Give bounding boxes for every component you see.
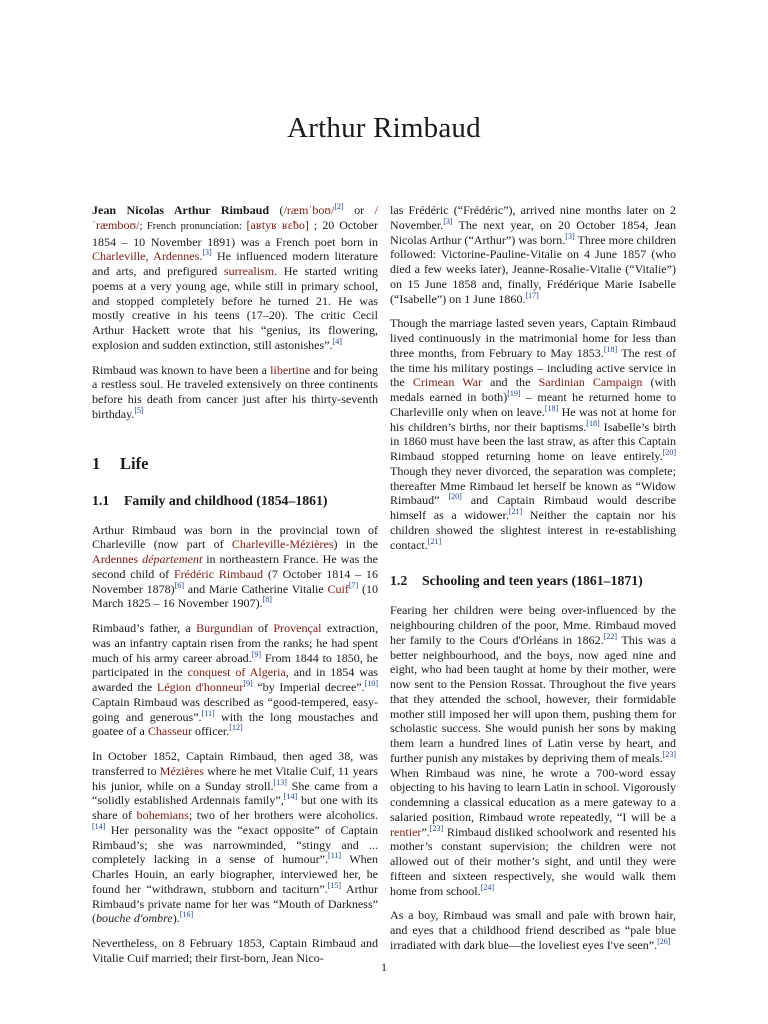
link-ardennes[interactable]: Ardennes [92, 552, 143, 566]
citation-link[interactable]: [17] [525, 290, 539, 300]
citation-link[interactable]: [3] [565, 231, 575, 241]
citation-link[interactable]: [21] [427, 536, 442, 546]
citation-link[interactable]: [20] [662, 447, 676, 457]
link-mezieres[interactable]: Mézières [159, 763, 204, 778]
link-chasseur[interactable]: Chasseur [147, 724, 193, 739]
subsection-heading-family: 1.1 Family and childhood (1854–1861) [92, 492, 328, 508]
citation-link[interactable]: [5] [134, 405, 144, 415]
link-bohemians[interactable]: bohemians [136, 808, 189, 822]
citation-link[interactable]: [15] [327, 880, 342, 890]
link-crimean-war[interactable]: Crimean War [412, 375, 483, 390]
link-libertine[interactable]: libertine [270, 362, 311, 377]
section-heading-life: 1 Life [92, 453, 149, 473]
citation-link[interactable]: [24] [480, 882, 494, 892]
body-paragraph: Rimbaud was known to have been a libertine and for being a restless soul. He traveled extensively on three continents before his death from cancer just after his thirty-seventh birthday.[5] [92, 362, 378, 421]
pronunciation-link[interactable]: /ˈræmboʊ/ [92, 203, 379, 232]
intro-paragraph: Jean Nicolas Arthur Rimbaud (/ræmˈboʊ/[2] or /ˈræmboʊ/; French pronunciation: [aʁtyʁ ʁɛ̃bo] ; 20 October 1854 – 10 November 1891) was a French poet born in Charleville, Ardennes.[3] He influenced modern literature and arts, and prefigured surrealism. He started writing poems at a very young age, while still in primary school, and stopped completely before he turned 21. He was mostly creative in his teens (17–20). The critic Cecil Arthur Hackett wrote that his “genius, its flowering, explosion and sudden extinction, still astonishes”.[4] [92, 201, 379, 352]
citation-link[interactable]: [11] [328, 851, 342, 861]
link-conquest-of-algeria[interactable]: conquest of Algeria [187, 665, 286, 680]
link-legion-d-honneur[interactable]: Légion d'honneur [156, 680, 244, 694]
citation-link[interactable]: [4] [332, 336, 342, 346]
link-departement[interactable]: département [142, 552, 203, 566]
citation-link[interactable]: [21] [508, 506, 523, 516]
citation-link[interactable]: [23] [429, 823, 444, 833]
citation-link[interactable]: [6] [174, 580, 185, 590]
citation-link[interactable]: [10] [364, 678, 378, 688]
citation-link[interactable]: [16] [179, 910, 194, 920]
citation-link[interactable]: [18] [544, 403, 559, 413]
citation-link[interactable]: [3] [202, 248, 212, 258]
body-paragraph: In October 1852, Captain Rimbaud, then aged 38, was transferred to Mézières where he met Vitalie Cuif, 11 years his junior, while on a Sunday stroll.[13] She came from a “solidly established Ardennais family”,[14] but one with its share of bohemians; two of her brothers were alcoholics.[14] Her personality was the “exact opposite” of Captain Rimbaud’s; she was narrowminded, “stingy and ... completely lacking in a sense of humour”.[11] When Charles Houin, an early biographer, interviewed her, he found her “withdrawn, stubborn and taciturn”.[15] Arthur Rimbaud’s private name for her was “Mouth of Darkness” (bouche d'ombre).[16] [92, 749, 379, 926]
citation-link[interactable]: [11] [201, 708, 215, 718]
citation-link[interactable]: [8] [262, 595, 272, 605]
link-charleville-mezieres[interactable]: Charleville-Mézières [231, 537, 334, 552]
link-provencal[interactable]: Provençal [273, 621, 322, 635]
article-title: Arthur Rimbaud [287, 112, 481, 144]
subject-name: Jean Nicolas Arthur Rimbaud [92, 203, 270, 217]
citation-link[interactable]: [9] [251, 649, 262, 659]
link-cuif[interactable]: Cuif [327, 581, 349, 596]
right-column [390, 203, 676, 963]
citation-link[interactable]: [19] [507, 388, 521, 398]
body-paragraph: las Frédéric (“Frédéric”), arrived nine months later on 2 November.[3] The next year, on 20 October 1854, Jean Nicolas Arthur (“Arthur”) was born.[3] Three more children followed: Victorine-Pauline-Vitalie on 4 June 1857 (who died a few weeks later), Jeanne-Rosalie-Vitalie (“Vitalie”) on 15 June 1858 and, finally, Frédérique Marie Isabelle (“Isabelle”) on 1 June 1860.[17] [390, 203, 676, 306]
subsection-heading-schooling: 1.2 Schooling and teen years (1861–1871) [390, 573, 643, 589]
body-paragraph: Arthur Rimbaud was born in the provincial town of Charleville (now part of Charleville-Mézières) in the Ardennes département in northeastern France. He was the second child of Frédéric Rimbaud (7 October 1814 – 16 November 1878)[6] and Marie Catherine Vitalie Cuif[7] (10 March 1825 – 16 November 1907).[8] [92, 522, 379, 611]
body-paragraph: Nevertheless, on 8 February 1853, Captain Rimbaud and Vitalie Cuif married; their first-born, Jean Nico- [92, 936, 378, 965]
citation-link[interactable]: [23] [662, 749, 676, 759]
citation-link[interactable]: [9] [243, 678, 253, 688]
link-surrealism[interactable]: surrealism [223, 264, 275, 278]
link-frederic-rimbaud[interactable]: Frédéric Rimbaud [173, 566, 264, 581]
citation-link[interactable]: [18] [586, 418, 600, 428]
body-paragraph: Fearing her children were being over-influenced by the neighbouring children of the poor, Mme. Rimbaud moved her family to the Cours d'Orléans in 1862.[22] This was a better neighbourhood, and the boys, now aged nine and eight, who had been taught at home by their mother, were now sent to the Pension Rossat. Throughout the five years that they attended the school, however, their formidable mother still imposed her will upon them, pushing them for scholastic success. She would punish her sons by making them learn a hundred lines of Latin verse by heart, and further punish any mistakes by depriving them of meals.[23] When Rimbaud was nine, he wrote a 700-word essay objecting to his having to learn Latin in school. Vigorously condemning a classical education as a mere gateway to a salaried position, Rimbaud wrote repeatedly, “I will be a rentier”.[23] Rimbaud disliked schoolwork and resented his mother’s constant supervision; the children were not allowed out of their mother’s sight, and until they were fifteen and sixteen respectively, she would walk them home from school.[24] [390, 603, 676, 898]
citation-link[interactable]: [12] [229, 723, 243, 733]
link-rentier[interactable]: rentier [390, 824, 422, 839]
body-paragraph: Though the marriage lasted seven years, Captain Rimbaud lived continuously in the matrimonial home for less than three months, from February to May 1853.[18] The rest of the time his military postings – including active service in the Crimean War and the Sardinian Campaign (with medals earned in both)[19] – meant he returned home to Charleville only when on leave.[18] He was not at home for his children’s births, nor their baptisms.[18] Isabelle’s birth in 1860 must have been the last straw, as after this Captain Rimbaud stopped returning home on leave entirely.[20] Though they never divorced, the separation was complete; thereafter Mme Rimbaud let herself be known as “Widow Rimbaud” [20] and Captain Rimbaud would describe himself as a widower.[21] Neither the captain nor his children showed the slightest interest in re-establishing contact.[21] [390, 316, 676, 552]
link-charleville[interactable]: Charleville, Ardennes [92, 249, 200, 264]
pronunciation-link[interactable]: [aʁtyʁ ʁɛ̃bo] [246, 217, 309, 232]
citation-link[interactable]: [18] [603, 344, 618, 354]
body-paragraph: As a boy, Rimbaud was small and pale with brown hair, and eyes that a childhood friend described as “pale blue irradiated with dark blue—the loveliest eyes I've seen”.[26] [390, 908, 676, 952]
link-sardinian-campaign[interactable]: Sardinian Campaign [538, 375, 643, 390]
citation-link[interactable]: [20] [448, 492, 462, 502]
citation-link[interactable]: [22] [603, 631, 618, 641]
citation-link[interactable]: [14] [92, 821, 106, 831]
citation-link[interactable]: [3] [443, 216, 453, 226]
citation-link[interactable]: [13] [273, 777, 287, 787]
citation-link[interactable]: [2] [334, 201, 344, 211]
left-column [92, 203, 378, 976]
pronunciation-link[interactable]: /ræmˈboʊ/ [283, 203, 335, 217]
link-burgundian[interactable]: Burgundian [196, 621, 253, 635]
citation-link[interactable]: [14] [283, 792, 298, 802]
body-paragraph: Rimbaud’s father, a Burgundian of Provençal extraction, was an infantry captain risen from the ranks; he had spent much of his army career abroad.[9] From 1844 to 1850, he participated in the conquest of Algeria, and in 1854 was awarded the Légion d'honneur[9] “by Imperial decree”.[10] Captain Rimbaud was described as “good-tempered, easy-going and generous”.[11] with the long moustaches and goatee of a Chasseur officer.[12] [92, 621, 378, 739]
page-number: 1 [381, 960, 387, 974]
citation-link[interactable]: [7] [348, 580, 359, 590]
citation-link[interactable]: [26] [657, 936, 671, 946]
